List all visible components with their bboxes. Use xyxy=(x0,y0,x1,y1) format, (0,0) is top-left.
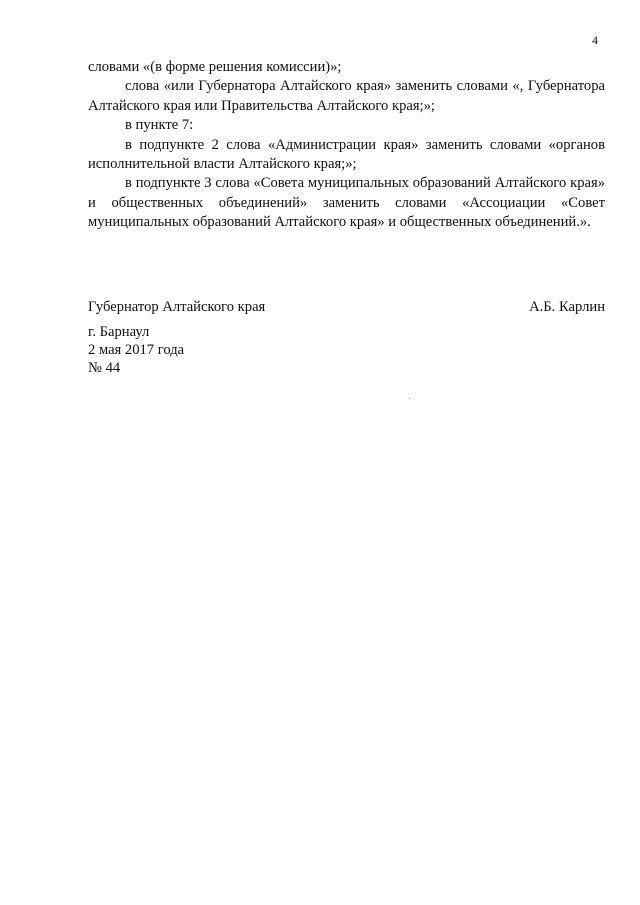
paragraph: в подпункте 2 слова «Администрации края» заменить словами «органов исполнительной власти Алтайского края;»; xyxy=(88,136,605,173)
paragraph: слова «или Губернатора Алтайского края» заменить словами «, Губернатора Алтайского края или Правительства Алтайского края;»; xyxy=(88,78,605,114)
page-number: 4 xyxy=(592,33,598,47)
signature-block xyxy=(88,298,605,317)
document-city: г. Барнаул xyxy=(88,324,150,340)
signatory-position: Губернатор Алтайского края xyxy=(88,299,266,315)
document-body xyxy=(88,58,605,233)
document-number: № 44 xyxy=(88,360,121,376)
document-date: 2 мая 2017 года xyxy=(88,342,185,358)
paragraph: в пункте 7: xyxy=(125,117,194,134)
signatory-name: А.Б. Карлин xyxy=(529,299,605,315)
scan-speck xyxy=(409,398,410,399)
document-details xyxy=(88,323,388,377)
paragraph: словами «(в форме решения комиссии)»; xyxy=(88,59,342,75)
paragraph: в подпункте 3 слова «Совета муниципальных образований Алтайского края» и общественных объединений» заменить словами «Ассоциации «Совет муниципальных образований Алтайского края» и общественных объединений.». xyxy=(88,175,605,231)
